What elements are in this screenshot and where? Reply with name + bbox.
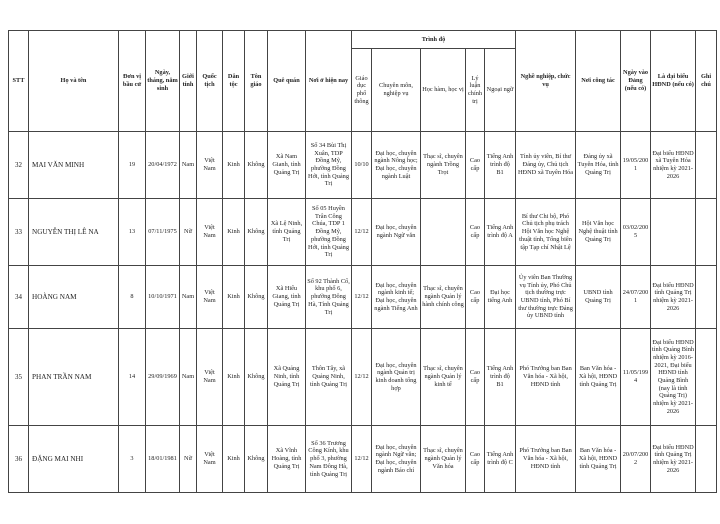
cell-language: Tiếng Anh trình độ B1 <box>485 132 516 199</box>
cell-workplace: Hội Văn học Nghệ thuật tỉnh Quảng Trị <box>576 199 621 266</box>
cell-religion: Không <box>245 199 268 266</box>
cell-hometown: Xã Hiếu Giang, tỉnh Quảng Trị <box>268 266 306 329</box>
cell-ethnicity: Kinh <box>223 266 245 329</box>
cell-occupation: Phó Trưởng ban Ban Văn hóa - Xã hội, HĐND tỉnh <box>516 329 576 426</box>
header-degree: Học hàm, học vị <box>421 49 466 132</box>
header-ethnicity: Dân tộc <box>223 31 245 132</box>
cell-nationality: Việt Nam <box>197 266 223 329</box>
table-row <box>9 132 717 199</box>
cell-party-date: 19/05/2001 <box>621 132 651 199</box>
header-gender: Giới tính <box>180 31 197 132</box>
cell-dob: 20/04/1972 <box>146 132 180 199</box>
cell-delegate: Đại biểu HĐND tỉnh Quảng Trị nhiệm kỳ 2021-2026 <box>651 266 696 329</box>
cell-unit: 14 <box>119 329 146 426</box>
cell-stt: 32 <box>9 132 29 199</box>
cell-ethnicity: Kinh <box>223 329 245 426</box>
cell-nationality: Việt Nam <box>197 329 223 426</box>
cell-ethnicity: Kinh <box>223 426 245 493</box>
cell-gender: Nam <box>180 132 197 199</box>
header-unit: Đơn vị bầu cử <box>119 31 146 132</box>
cell-residence: Số 05 Huyền Trân Công Chúa, TDP 1 Đồng Mỹ, phường Đồng Hới, tỉnh Quảng Trị <box>306 199 352 266</box>
table-row <box>9 426 717 493</box>
cell-party-date: 24/07/2001 <box>621 266 651 329</box>
cell-occupation: Ủy viên Ban Thường vụ Tỉnh ủy, Phó Chủ tịch thường trực UBND tỉnh, Phó Bí thư thường trực Đảng ủy UBND tỉnh <box>516 266 576 329</box>
header-note: Ghi chú <box>696 31 717 132</box>
cell-language: Tiếng Anh trình độ C <box>485 426 516 493</box>
cell-politics: Cao cấp <box>466 266 485 329</box>
cell-politics: Cao cấp <box>466 426 485 493</box>
cell-nationality: Việt Nam <box>197 426 223 493</box>
cell-name: HOÀNG NAM <box>29 266 119 329</box>
cell-unit: 3 <box>119 426 146 493</box>
cell-delegate: Đại biểu HĐND tỉnh Quảng Bình nhiệm kỳ 2016-2021, Đại biểu HĐND tỉnh Quảng Bình (nay là tỉnh Quảng Trị) nhiệm kỳ 2021-2026 <box>651 329 696 426</box>
cell-workplace: Đảng ủy xã Tuyên Hóa, tỉnh Quảng Trị <box>576 132 621 199</box>
header-occupation: Nghề nghiệp, chức vụ <box>516 31 576 132</box>
cell-workplace: Ban Văn hóa - Xã hội, HĐND tỉnh Quảng Trị <box>576 426 621 493</box>
cell-unit: 13 <box>119 199 146 266</box>
cell-occupation: Phó Trưởng ban Ban Văn hóa - Xã hội, HĐND tỉnh <box>516 426 576 493</box>
cell-note <box>696 329 717 426</box>
cell-degree: Thạc sĩ, chuyên ngành Quản lý hành chính công <box>421 266 466 329</box>
cell-ethnicity: Kinh <box>223 132 245 199</box>
cell-degree: Thạc sĩ, chuyên ngành Quản lý Văn hóa <box>421 426 466 493</box>
cell-delegate <box>651 199 696 266</box>
header-general: Giáo dục phổ thông <box>352 49 372 132</box>
cell-degree: Thạc sĩ, chuyên ngành Trồng Trọt <box>421 132 466 199</box>
cell-dob: 18/01/1981 <box>146 426 180 493</box>
cell-occupation: Bí thư Chi bộ, Phó Chủ tịch phụ trách Hội Văn học Nghệ thuật tỉnh, Tổng biên tập Tạp chí Nhật Lệ <box>516 199 576 266</box>
table-row <box>9 329 717 426</box>
header-education-group: Trình độ <box>352 31 516 49</box>
cell-general: 12/12 <box>352 266 372 329</box>
table-row <box>9 199 717 266</box>
cell-language: Tiếng Anh trình độ B1 <box>485 329 516 426</box>
cell-dob: 10/10/1971 <box>146 266 180 329</box>
cell-stt: 36 <box>9 426 29 493</box>
cell-religion: Không <box>245 329 268 426</box>
cell-note <box>696 426 717 493</box>
cell-gender: Nữ <box>180 199 197 266</box>
cell-politics: Cao cấp <box>466 329 485 426</box>
cell-religion: Không <box>245 266 268 329</box>
cell-general: 12/12 <box>352 329 372 426</box>
cell-dob: 29/09/1969 <box>146 329 180 426</box>
cell-name: NGUYỄN THỊ LÊ NA <box>29 199 119 266</box>
header-hometown: Quê quán <box>268 31 306 132</box>
cell-degree: Thạc sĩ, chuyên ngành Quản lý kinh tế <box>421 329 466 426</box>
cell-hometown: Xã Nam Gianh, tỉnh Quảng Trị <box>268 132 306 199</box>
cell-residence: Thôn Tây, xã Quảng Ninh, tỉnh Quảng Trị <box>306 329 352 426</box>
cell-workplace: Ban Văn hóa - Xã hội, HĐND tỉnh Quảng Trị <box>576 329 621 426</box>
cell-stt: 34 <box>9 266 29 329</box>
cell-general: 12/12 <box>352 426 372 493</box>
cell-stt: 33 <box>9 199 29 266</box>
cell-specialty: Đại học, chuyên ngành Ngữ văn <box>372 199 421 266</box>
cell-delegate: Đại biểu HĐND tỉnh Quảng Trị nhiệm kỳ 2021-2026 <box>651 426 696 493</box>
header-specialty: Chuyên môn, nghiệp vụ <box>372 49 421 132</box>
cell-religion: Không <box>245 132 268 199</box>
cell-hometown: Xã Vĩnh Hoàng, tỉnh Quảng Trị <box>268 426 306 493</box>
cell-workplace: UBND tỉnh Quảng Trị <box>576 266 621 329</box>
cell-note <box>696 266 717 329</box>
header-language: Ngoại ngữ <box>485 49 516 132</box>
header-workplace: Nơi công tác <box>576 31 621 132</box>
header-name: Họ và tên <box>29 31 119 132</box>
header-party-date: Ngày vào Đảng (nếu có) <box>621 31 651 132</box>
cell-unit: 8 <box>119 266 146 329</box>
header-dob: Ngày, tháng, năm sinh <box>146 31 180 132</box>
cell-specialty: Đại học, chuyên ngành Nông học; Đại học, chuyên ngành Luật <box>372 132 421 199</box>
cell-politics: Cao cấp <box>466 199 485 266</box>
cell-gender: Nam <box>180 266 197 329</box>
cell-residence: Số 92 Thành Cổ, khu phố 6, phường Đông Hà, Tỉnh Quảng Trị <box>306 266 352 329</box>
cell-ethnicity: Kinh <box>223 199 245 266</box>
cell-party-date: 20/07/2002 <box>621 426 651 493</box>
cell-dob: 07/11/1975 <box>146 199 180 266</box>
cell-residence: Số 36 Trương Công Kính, khu phố 3, phường Nam Đông Hà, tỉnh Quảng Trị <box>306 426 352 493</box>
table-row <box>9 266 717 329</box>
cell-language: Đại học tiếng Anh <box>485 266 516 329</box>
cell-gender: Nữ <box>180 426 197 493</box>
cell-nationality: Việt Nam <box>197 132 223 199</box>
cell-note <box>696 132 717 199</box>
header-residence: Nơi ở hiện nay <box>306 31 352 132</box>
cell-name: PHAN TRẦN NAM <box>29 329 119 426</box>
cell-language: Tiếng Anh trình độ A <box>485 199 516 266</box>
cell-occupation: Tỉnh ủy viên, Bí thư Đảng ủy, Chủ tịch HĐND xã Tuyên Hóa <box>516 132 576 199</box>
candidate-table <box>8 30 717 493</box>
cell-delegate: Đại biểu HĐND xã Tuyên Hóa nhiệm kỳ 2021-2026 <box>651 132 696 199</box>
cell-specialty: Đại học, chuyên ngành kinh tế; Đại học, chuyên ngành Tiếng Anh <box>372 266 421 329</box>
cell-specialty: Đại học, chuyên ngành Quản trị kinh doanh tổng hợp <box>372 329 421 426</box>
cell-note <box>696 199 717 266</box>
cell-general: 10/10 <box>352 132 372 199</box>
cell-specialty: Đại học, chuyên ngành Ngữ văn; Đại học, chuyên ngành Báo chí <box>372 426 421 493</box>
cell-unit: 19 <box>119 132 146 199</box>
header-politics: Lý luận chính trị <box>466 49 485 132</box>
cell-religion: Không <box>245 426 268 493</box>
header-religion: Tôn giáo <box>245 31 268 132</box>
header-delegate: Là đại biểu HĐND (nếu có) <box>651 31 696 132</box>
cell-residence: Số 34 Bùi Thị Xuân, TDP Đồng Mỹ, phường Đồng Hới, tỉnh Quảng Trị <box>306 132 352 199</box>
cell-hometown: Xã Quảng Ninh, tỉnh Quảng Trị <box>268 329 306 426</box>
cell-degree <box>421 199 466 266</box>
cell-party-date: 03/02/2005 <box>621 199 651 266</box>
cell-gender: Nam <box>180 329 197 426</box>
cell-name: ĐẶNG MAI NHI <box>29 426 119 493</box>
cell-hometown: Xã Lệ Ninh, tỉnh Quảng Trị <box>268 199 306 266</box>
cell-name: MAI VĂN MINH <box>29 132 119 199</box>
cell-stt: 35 <box>9 329 29 426</box>
cell-general: 12/12 <box>352 199 372 266</box>
cell-party-date: 11/05/1994 <box>621 329 651 426</box>
header-stt: STT <box>9 31 29 132</box>
header-nationality: Quốc tịch <box>197 31 223 132</box>
cell-nationality: Việt Nam <box>197 199 223 266</box>
cell-politics: Cao cấp <box>466 132 485 199</box>
